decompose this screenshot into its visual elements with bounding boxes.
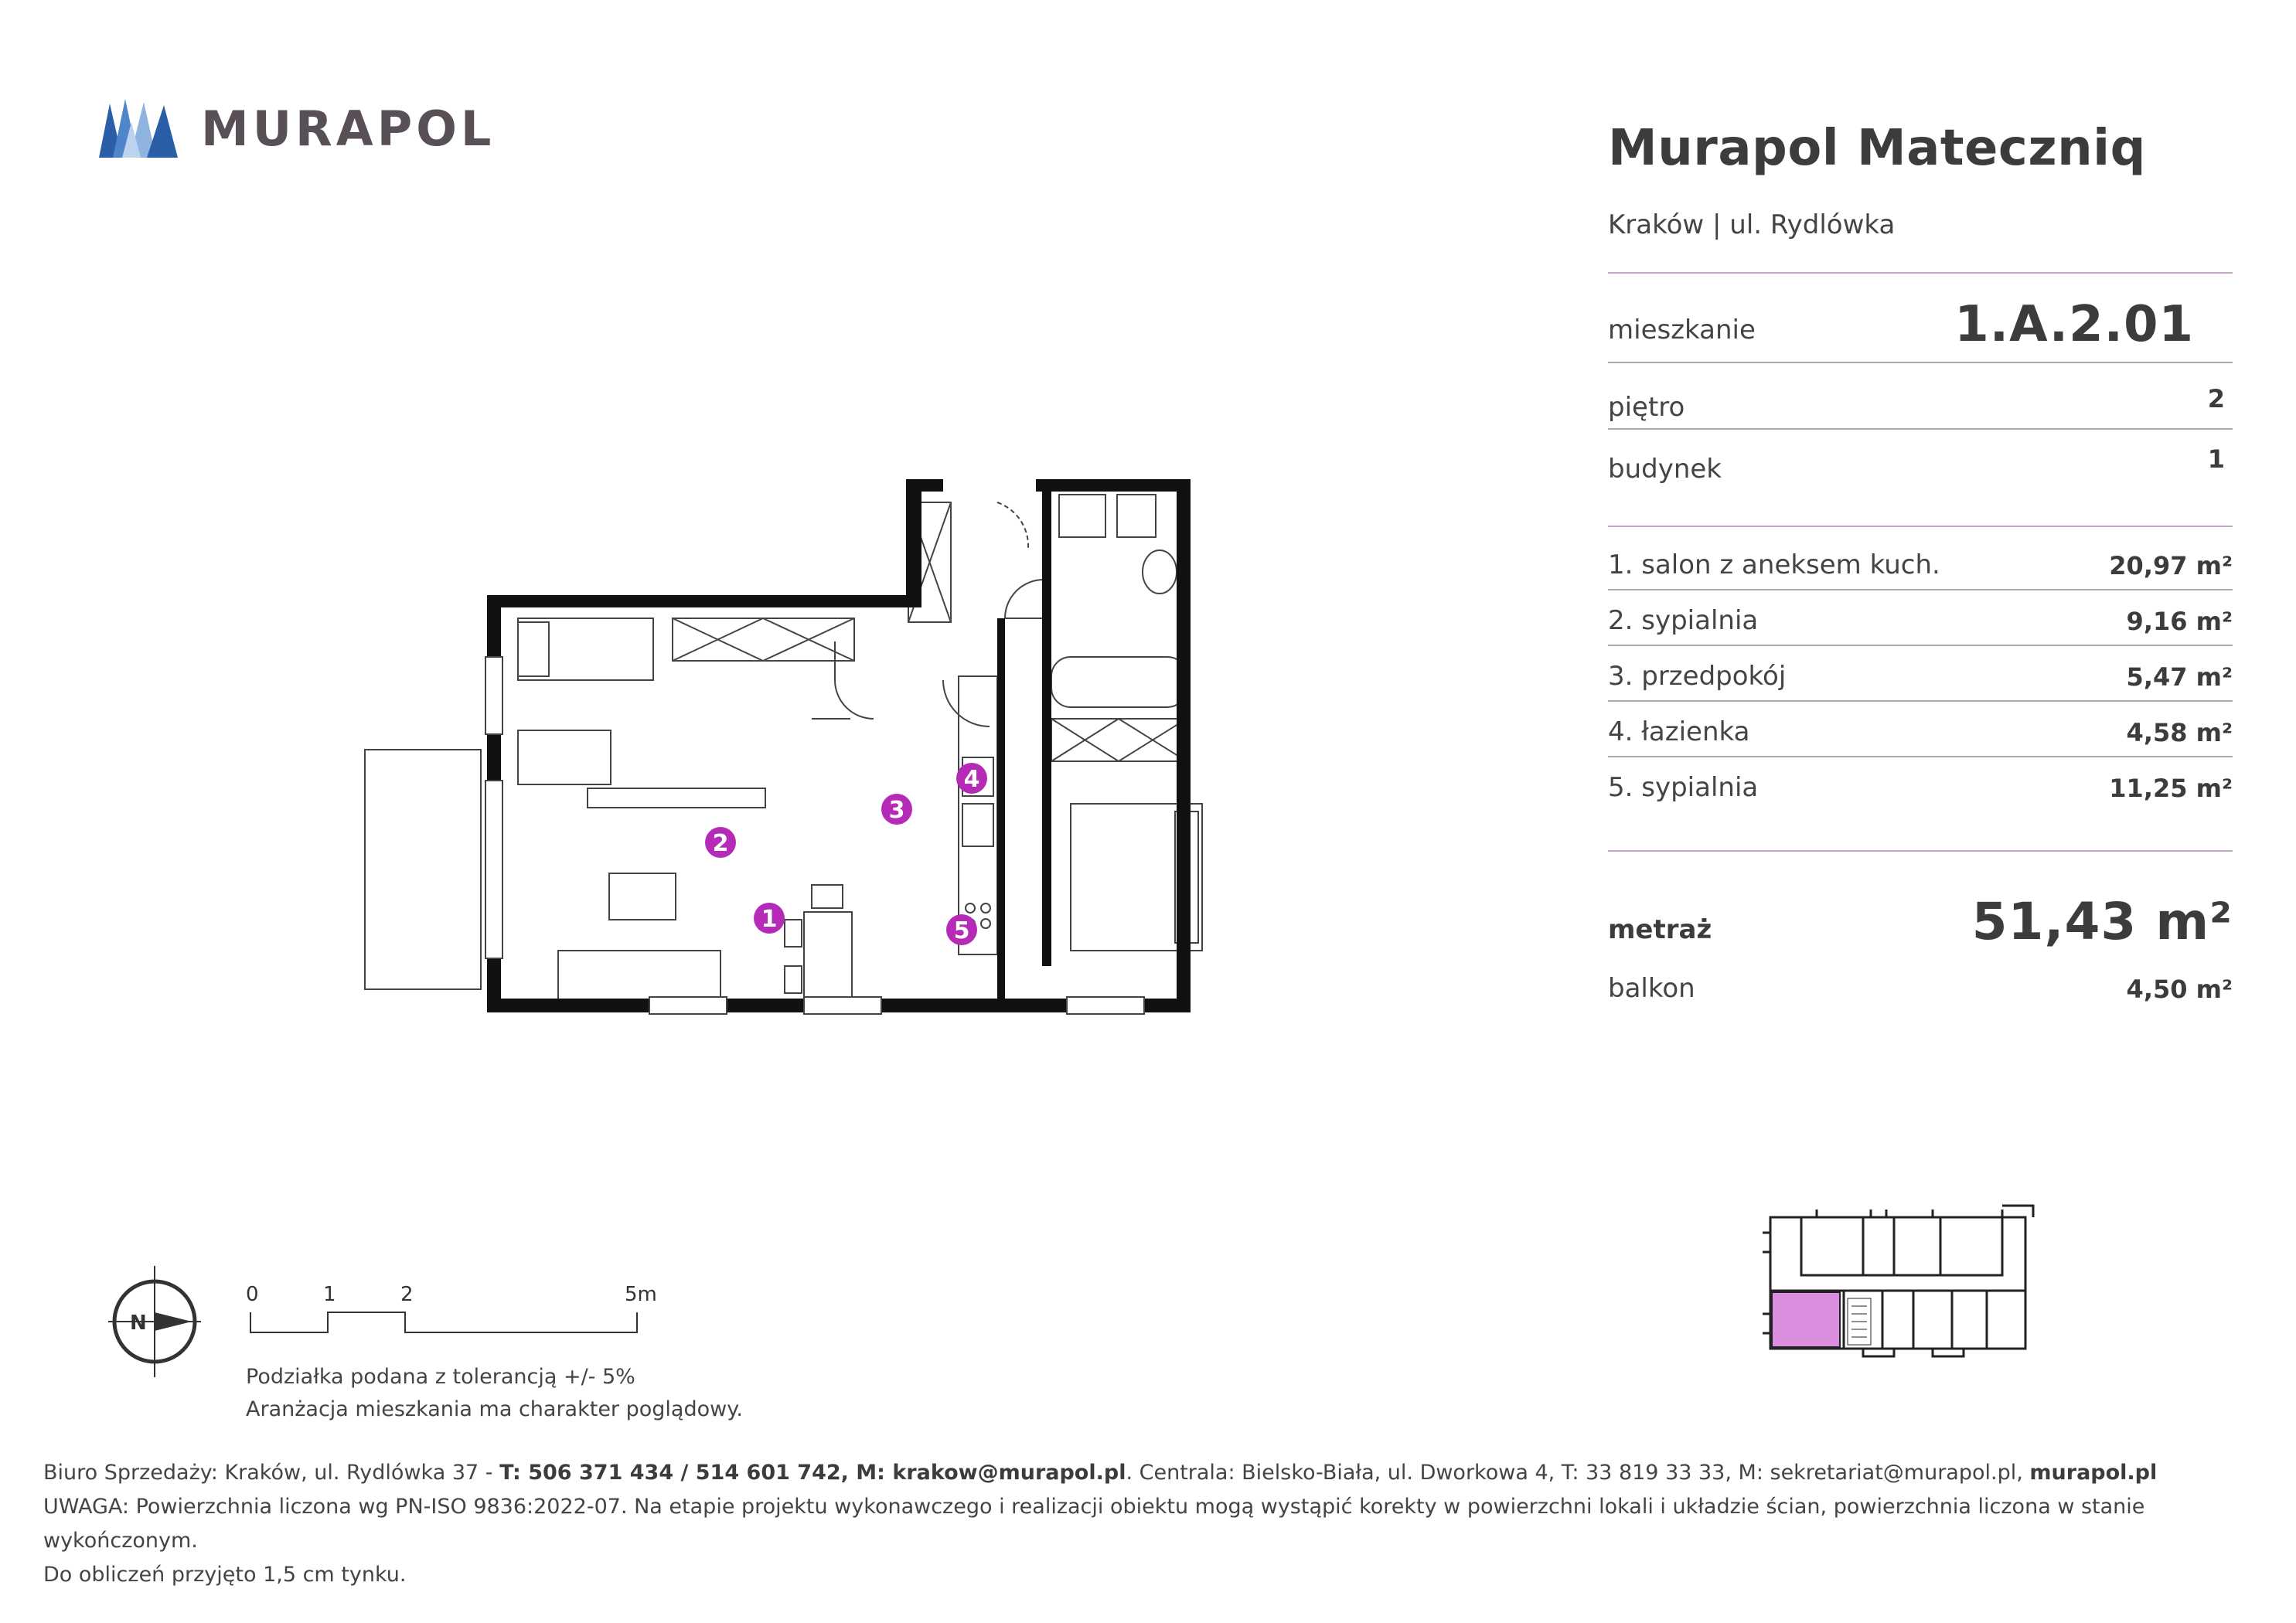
wall bbox=[1042, 479, 1051, 966]
room-area: 9,16 m² bbox=[2126, 607, 2233, 636]
window bbox=[804, 997, 881, 1014]
wall bbox=[1177, 479, 1191, 1012]
wall bbox=[487, 595, 920, 607]
floor-plan bbox=[356, 464, 1283, 1051]
building-label: budynek bbox=[1608, 454, 1722, 485]
room-area: 4,58 m² bbox=[2126, 718, 2233, 747]
window bbox=[485, 657, 502, 734]
website-link[interactable]: murapol.pl bbox=[2029, 1461, 2158, 1485]
building-row bbox=[1608, 444, 2233, 485]
room-area: 20,97 m² bbox=[2109, 551, 2233, 580]
scale-tick-label: 0 bbox=[246, 1283, 259, 1306]
balcony-row bbox=[1608, 975, 2233, 1002]
footer-plaster-note: Do obliczeń przyjęto 1,5 cm tynku. bbox=[43, 1563, 407, 1587]
tolerance-note: Podziałka podana z tolerancją +/- 5% bbox=[246, 1365, 635, 1389]
floor-label: piętro bbox=[1608, 392, 1685, 423]
wall bbox=[997, 618, 1005, 1005]
divider bbox=[1608, 272, 2233, 274]
compass bbox=[108, 1252, 216, 1391]
divider bbox=[1608, 700, 2233, 702]
scale-bar-graphic bbox=[240, 1306, 673, 1345]
room-name: 4. łazienka bbox=[1608, 716, 1750, 747]
room-markers bbox=[705, 763, 987, 945]
building-value: 1 bbox=[2207, 444, 2225, 474]
balcony-outline bbox=[365, 750, 481, 989]
room-row bbox=[1608, 661, 2233, 692]
dining-table bbox=[804, 912, 852, 1001]
divider bbox=[1608, 756, 2233, 757]
wall bbox=[906, 479, 921, 607]
bed-2 bbox=[518, 618, 653, 680]
window bbox=[1067, 997, 1144, 1014]
murapol-logo bbox=[99, 99, 495, 158]
window bbox=[649, 997, 727, 1014]
room-marker-5: 5 bbox=[953, 917, 970, 944]
sales-contact: T: 506 371 434 / 514 601 742, M: krakow@murapol.pl bbox=[499, 1461, 1126, 1485]
table bbox=[609, 873, 676, 920]
toilet-icon bbox=[1117, 495, 1156, 537]
brand-name: MURAPOL bbox=[201, 100, 496, 157]
project-location: Kraków | ul. Rydlówka bbox=[1608, 209, 1896, 240]
window bbox=[485, 781, 502, 958]
project-title: Murapol Mateczniq bbox=[1608, 120, 2146, 177]
bathtub-icon bbox=[1051, 657, 1187, 707]
scale-tick-label: 5m bbox=[625, 1283, 657, 1306]
room-row bbox=[1608, 774, 2233, 801]
murapol-logo-mark-icon bbox=[99, 99, 178, 158]
room-marker-3: 3 bbox=[888, 797, 905, 824]
room-name: 2. sypialnia bbox=[1608, 605, 1759, 636]
room-marker-2: 2 bbox=[712, 830, 729, 857]
washbasin-icon bbox=[1143, 550, 1177, 594]
room-name: 5. sypialnia bbox=[1608, 772, 1759, 803]
balcony-label: balkon bbox=[1608, 973, 1695, 1004]
room-marker-1: 1 bbox=[761, 906, 778, 933]
room-name: 3. przedpokój bbox=[1608, 661, 1787, 692]
divider bbox=[1608, 589, 2233, 590]
footer bbox=[43, 1456, 2254, 1592]
entrance-gap bbox=[943, 478, 1036, 493]
wardrobe-5 bbox=[1051, 719, 1187, 761]
rooms-list bbox=[1608, 552, 2234, 801]
room-marker-4: 4 bbox=[963, 766, 980, 793]
scale-tick-label: 1 bbox=[323, 1283, 336, 1306]
room-row bbox=[1608, 552, 2233, 578]
apartment-number-row bbox=[1608, 296, 2233, 353]
apartment-info-panel bbox=[1608, 120, 2234, 1004]
divider bbox=[1608, 362, 2233, 363]
room-row bbox=[1608, 607, 2233, 634]
wardrobe-2 bbox=[673, 618, 854, 661]
building-key-plan bbox=[1755, 1198, 2049, 1360]
apartment-label: mieszkanie bbox=[1608, 315, 1756, 345]
arrangement-note: Aranżacja mieszkania ma charakter poglądowy. bbox=[246, 1397, 743, 1421]
key-plan-drawing bbox=[1755, 1198, 2049, 1360]
total-area-label: metraż bbox=[1608, 914, 1712, 945]
footer-contact: Biuro Sprzedaży: Kraków, ul. Rydlówka 37 - T: 506 371 434 / 514 601 742, M: krakow@murapol.pl. Centrala: Bielsko-Biała, ul. Dworkowa 4, T: 33 819 33 33, M: sekretariat@murapol.pl, murapol.pl bbox=[43, 1461, 2158, 1485]
total-area-value: 51,43 m² bbox=[1971, 892, 2233, 951]
total-area-row bbox=[1608, 892, 2233, 951]
divider bbox=[1608, 850, 2233, 852]
tv-unit bbox=[588, 788, 765, 808]
scale-bar bbox=[240, 1283, 673, 1345]
room-row bbox=[1608, 716, 2233, 747]
room-name: 1. salon z aneksem kuch. bbox=[1608, 550, 1940, 580]
room-area: 11,25 m² bbox=[2109, 774, 2233, 803]
apartment-number: 1.A.2.01 bbox=[1954, 296, 2194, 353]
key-plan-apartment-highlight bbox=[1772, 1292, 1840, 1347]
compass-icon bbox=[108, 1252, 216, 1391]
footer-warning: UWAGA: Powierzchnia liczona wg PN-ISO 9836:2022-07. Na etapie projektu wykonawczego i realizacji obiektu mogą wystąpić korekty w powierzchni lokali i układzie ścian, powierzchnia liczona w stanie wykończonym. bbox=[43, 1495, 2145, 1553]
desk bbox=[518, 730, 611, 784]
floor-value: 2 bbox=[2207, 384, 2225, 413]
compass-letter: N bbox=[130, 1312, 147, 1335]
wall bbox=[1036, 479, 1179, 492]
scale-tick-label: 2 bbox=[400, 1283, 414, 1306]
room-area: 5,47 m² bbox=[2126, 662, 2233, 692]
divider bbox=[1608, 428, 2233, 430]
divider bbox=[1608, 526, 2233, 527]
kitchen-counter bbox=[959, 676, 997, 954]
balcony-value: 4,50 m² bbox=[2126, 975, 2233, 1004]
oven-icon bbox=[962, 804, 993, 846]
floor-row bbox=[1608, 384, 2233, 423]
floor-plan-drawing bbox=[356, 464, 1283, 1051]
divider bbox=[1608, 645, 2233, 646]
